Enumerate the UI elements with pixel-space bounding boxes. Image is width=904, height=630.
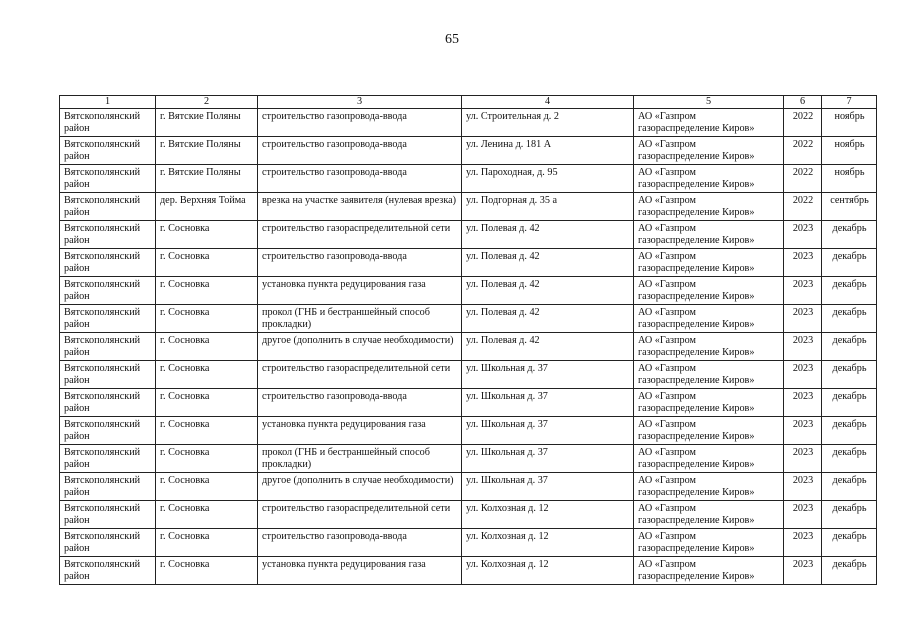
data-table (59, 95, 877, 585)
cell-address: ул. Школьная д. 37 (462, 417, 634, 445)
cell-address: ул. Полевая д. 42 (462, 277, 634, 305)
cell-work-type: установка пункта редуцирования газа (258, 417, 462, 445)
cell-month: декабрь (822, 249, 877, 277)
cell-year: 2023 (784, 473, 822, 501)
column-header-2: 2 (156, 96, 258, 109)
cell-address: ул. Ленина д. 181 А (462, 137, 634, 165)
cell-settlement: г. Сосновка (156, 529, 258, 557)
page-number: 65 (445, 32, 459, 47)
cell-address: ул. Школьная д. 37 (462, 473, 634, 501)
cell-work-type: другое (дополнить в случае необходимости) (258, 333, 462, 361)
table-row (60, 417, 877, 445)
cell-year: 2023 (784, 417, 822, 445)
cell-year: 2022 (784, 137, 822, 165)
cell-work-type: строительство газопровода-ввода (258, 109, 462, 137)
cell-settlement: г. Сосновка (156, 249, 258, 277)
table-row (60, 473, 877, 501)
cell-settlement: г. Сосновка (156, 305, 258, 333)
cell-month: декабрь (822, 445, 877, 473)
cell-district: Вятскополянский район (60, 333, 156, 361)
cell-settlement: г. Сосновка (156, 473, 258, 501)
cell-month: декабрь (822, 557, 877, 585)
cell-month: декабрь (822, 277, 877, 305)
cell-organization: АО «Газпром газораспределение Киров» (634, 305, 784, 333)
table-row (60, 305, 877, 333)
cell-month: декабрь (822, 361, 877, 389)
cell-address: ул. Колхозная д. 12 (462, 529, 634, 557)
cell-work-type: строительство газопровода-ввода (258, 529, 462, 557)
table-row (60, 529, 877, 557)
cell-work-type: строительство газопровода-ввода (258, 137, 462, 165)
cell-district: Вятскополянский район (60, 137, 156, 165)
cell-settlement: г. Сосновка (156, 361, 258, 389)
cell-settlement: г. Вятские Поляны (156, 109, 258, 137)
cell-address: ул. Подгорная д. 35 а (462, 193, 634, 221)
cell-work-type: прокол (ГНБ и бестраншейный способ прокладки) (258, 445, 462, 473)
cell-work-type: строительство газопровода-ввода (258, 165, 462, 193)
cell-settlement: г. Вятские Поляны (156, 165, 258, 193)
cell-district: Вятскополянский район (60, 361, 156, 389)
cell-work-type: строительство газораспределительной сети (258, 221, 462, 249)
cell-district: Вятскополянский район (60, 305, 156, 333)
cell-month: декабрь (822, 389, 877, 417)
column-header-4: 4 (462, 96, 634, 109)
cell-settlement: г. Сосновка (156, 333, 258, 361)
cell-month: декабрь (822, 529, 877, 557)
cell-district: Вятскополянский район (60, 557, 156, 585)
cell-year: 2023 (784, 557, 822, 585)
cell-organization: АО «Газпром газораспределение Киров» (634, 557, 784, 585)
cell-organization: АО «Газпром газораспределение Киров» (634, 109, 784, 137)
cell-address: ул. Пароходная, д. 95 (462, 165, 634, 193)
column-header-6: 6 (784, 96, 822, 109)
cell-address: ул. Колхозная д. 12 (462, 501, 634, 529)
table-body (60, 109, 877, 585)
cell-district: Вятскополянский район (60, 221, 156, 249)
cell-district: Вятскополянский район (60, 249, 156, 277)
cell-settlement: г. Сосновка (156, 445, 258, 473)
cell-district: Вятскополянский район (60, 389, 156, 417)
cell-year: 2023 (784, 249, 822, 277)
cell-work-type: строительство газопровода-ввода (258, 249, 462, 277)
table-row (60, 221, 877, 249)
cell-work-type: строительство газораспределительной сети (258, 361, 462, 389)
column-header-7: 7 (822, 96, 877, 109)
table-row (60, 165, 877, 193)
cell-organization: АО «Газпром газораспределение Киров» (634, 221, 784, 249)
cell-work-type: установка пункта редуцирования газа (258, 557, 462, 585)
cell-month: декабрь (822, 333, 877, 361)
cell-month: ноябрь (822, 165, 877, 193)
cell-settlement: г. Сосновка (156, 221, 258, 249)
cell-address: ул. Полевая д. 42 (462, 249, 634, 277)
cell-settlement: г. Сосновка (156, 501, 258, 529)
cell-address: ул. Полевая д. 42 (462, 305, 634, 333)
cell-settlement: г. Сосновка (156, 557, 258, 585)
cell-month: декабрь (822, 473, 877, 501)
cell-year: 2022 (784, 193, 822, 221)
cell-district: Вятскополянский район (60, 277, 156, 305)
cell-organization: АО «Газпром газораспределение Киров» (634, 473, 784, 501)
cell-district: Вятскополянский район (60, 529, 156, 557)
table-row (60, 249, 877, 277)
cell-district: Вятскополянский район (60, 109, 156, 137)
cell-district: Вятскополянский район (60, 445, 156, 473)
cell-year: 2023 (784, 501, 822, 529)
table-row (60, 361, 877, 389)
cell-address: ул. Школьная д. 37 (462, 445, 634, 473)
cell-month: декабрь (822, 417, 877, 445)
cell-settlement: г. Сосновка (156, 389, 258, 417)
cell-work-type: прокол (ГНБ и бестраншейный способ прокладки) (258, 305, 462, 333)
cell-organization: АО «Газпром газораспределение Киров» (634, 165, 784, 193)
cell-work-type: врезка на участке заявителя (нулевая врезка) (258, 193, 462, 221)
table-row (60, 557, 877, 585)
cell-month: декабрь (822, 305, 877, 333)
cell-organization: АО «Газпром газораспределение Киров» (634, 137, 784, 165)
table-row (60, 333, 877, 361)
cell-organization: АО «Газпром газораспределение Киров» (634, 529, 784, 557)
cell-district: Вятскополянский район (60, 473, 156, 501)
cell-organization: АО «Газпром газораспределение Киров» (634, 249, 784, 277)
cell-year: 2022 (784, 109, 822, 137)
cell-year: 2023 (784, 389, 822, 417)
cell-year: 2023 (784, 221, 822, 249)
cell-district: Вятскополянский район (60, 165, 156, 193)
cell-month: ноябрь (822, 137, 877, 165)
cell-address: ул. Школьная д. 37 (462, 361, 634, 389)
table-row (60, 109, 877, 137)
cell-work-type: строительство газораспределительной сети (258, 501, 462, 529)
cell-settlement: г. Сосновка (156, 417, 258, 445)
cell-organization: АО «Газпром газораспределение Киров» (634, 277, 784, 305)
cell-year: 2023 (784, 277, 822, 305)
table-row (60, 445, 877, 473)
column-header-5: 5 (634, 96, 784, 109)
cell-organization: АО «Газпром газораспределение Киров» (634, 361, 784, 389)
cell-organization: АО «Газпром газораспределение Киров» (634, 193, 784, 221)
cell-year: 2022 (784, 165, 822, 193)
cell-year: 2023 (784, 361, 822, 389)
cell-address: ул. Полевая д. 42 (462, 333, 634, 361)
cell-address: ул. Школьная д. 37 (462, 389, 634, 417)
cell-work-type: другое (дополнить в случае необходимости) (258, 473, 462, 501)
cell-organization: АО «Газпром газораспределение Киров» (634, 417, 784, 445)
cell-month: сентябрь (822, 193, 877, 221)
table-row (60, 137, 877, 165)
cell-month: декабрь (822, 501, 877, 529)
cell-year: 2023 (784, 305, 822, 333)
cell-settlement: г. Вятские Поляны (156, 137, 258, 165)
cell-month: декабрь (822, 221, 877, 249)
cell-address: ул. Строительная д. 2 (462, 109, 634, 137)
column-header-3: 3 (258, 96, 462, 109)
cell-organization: АО «Газпром газораспределение Киров» (634, 389, 784, 417)
table-row (60, 389, 877, 417)
table-row (60, 501, 877, 529)
cell-district: Вятскополянский район (60, 501, 156, 529)
cell-year: 2023 (784, 333, 822, 361)
cell-work-type: строительство газопровода-ввода (258, 389, 462, 417)
cell-work-type: установка пункта редуцирования газа (258, 277, 462, 305)
table-row (60, 193, 877, 221)
table-row (60, 277, 877, 305)
cell-month: ноябрь (822, 109, 877, 137)
table-header-row (60, 96, 877, 109)
cell-settlement: г. Сосновка (156, 277, 258, 305)
cell-address: ул. Полевая д. 42 (462, 221, 634, 249)
cell-year: 2023 (784, 445, 822, 473)
cell-year: 2023 (784, 529, 822, 557)
cell-district: Вятскополянский район (60, 193, 156, 221)
cell-organization: АО «Газпром газораспределение Киров» (634, 333, 784, 361)
cell-district: Вятскополянский район (60, 417, 156, 445)
cell-address: ул. Колхозная д. 12 (462, 557, 634, 585)
cell-organization: АО «Газпром газораспределение Киров» (634, 445, 784, 473)
column-header-1: 1 (60, 96, 156, 109)
cell-settlement: дер. Верхняя Тойма (156, 193, 258, 221)
cell-organization: АО «Газпром газораспределение Киров» (634, 501, 784, 529)
